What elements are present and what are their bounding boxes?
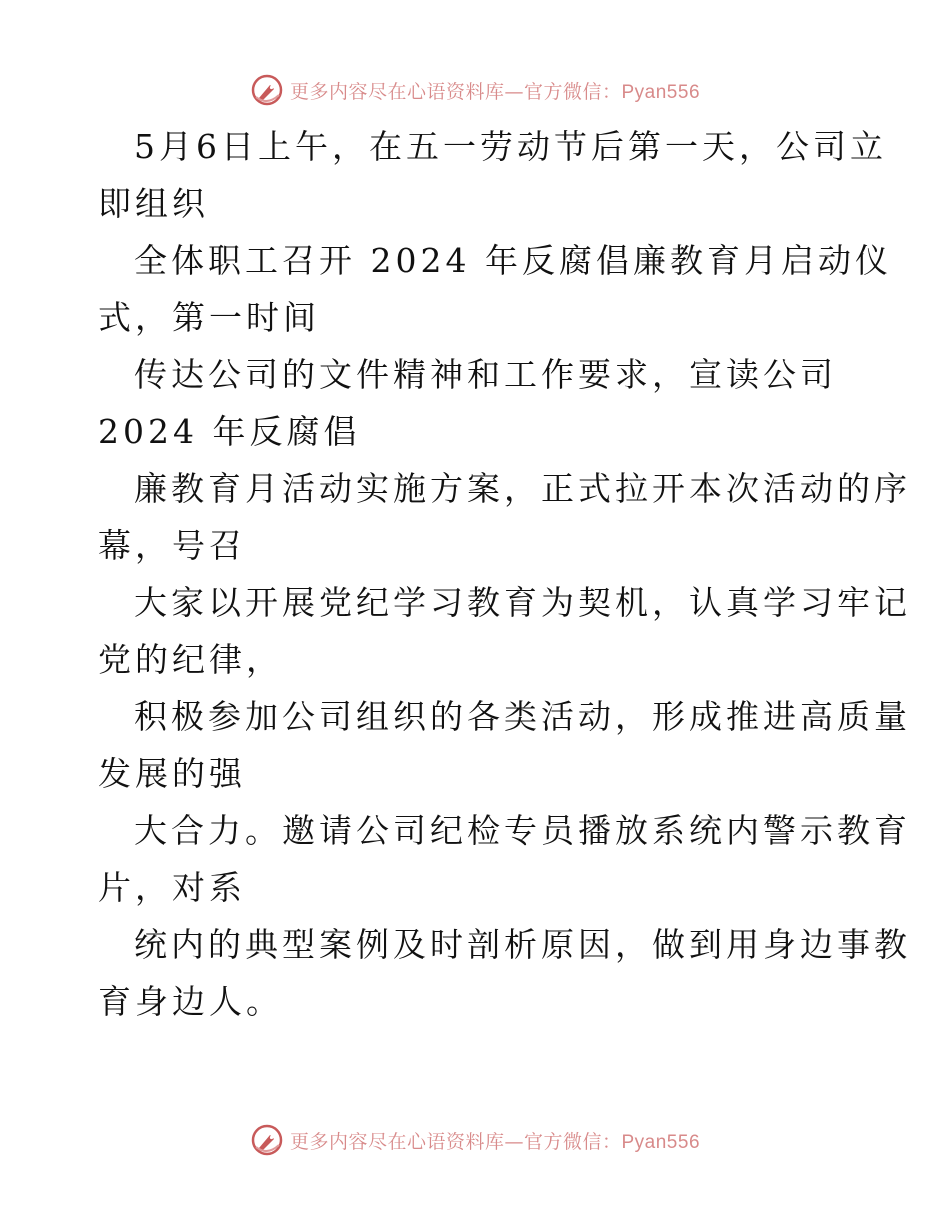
paragraph-line: 党的纪律，: [98, 640, 283, 679]
watermark-text: [290, 1127, 700, 1154]
paragraph-line: 即组织: [98, 184, 209, 223]
paragraph-line: 廉教育月活动实施方案，正式拉开本次活动的序: [134, 469, 911, 508]
paragraph-line: 幕，号召: [98, 526, 246, 565]
paragraph-line: 片，对系: [98, 868, 246, 907]
document-body: [98, 118, 911, 1030]
pen-nib-logo-icon: [250, 73, 284, 107]
watermark-label: 更多内容尽在心语资料库—官方微信：: [289, 1130, 622, 1153]
paragraph-line: 全体职工召开 2024 年反腐倡廉教育月启动仪: [134, 241, 892, 280]
watermark-text: [290, 77, 700, 104]
watermark-wechat-id: Pyan556: [621, 81, 701, 103]
footer-watermark: [0, 1120, 950, 1160]
paragraph-line: 大合力。邀请公司纪检专员播放系统内警示教育: [134, 811, 911, 850]
header-watermark: [0, 70, 950, 110]
watermark-wechat-id: Pyan556: [621, 1131, 701, 1153]
paragraph-line: 大家以开展党纪学习教育为契机，认真学习牢记: [134, 583, 911, 622]
paragraph-line: 发展的强: [98, 754, 246, 793]
paragraph-line: 5月6日上午，在五一劳动节后第一天，公司立: [134, 127, 887, 166]
paragraph-line: 传达公司的文件精神和工作要求，宣读公司: [134, 355, 837, 394]
paragraph-line: 统内的典型案例及时剖析原因，做到用身边事教: [134, 925, 911, 964]
pen-nib-logo-icon: [250, 1123, 284, 1157]
watermark-label: 更多内容尽在心语资料库—官方微信：: [289, 80, 622, 103]
paragraph-line: 式，第一时间: [98, 298, 320, 337]
paragraph-line: 育身边人。: [98, 982, 283, 1021]
paragraph-line: 积极参加公司组织的各类活动，形成推进高质量: [134, 697, 911, 736]
paragraph-line: 2024 年反腐倡: [98, 412, 361, 451]
